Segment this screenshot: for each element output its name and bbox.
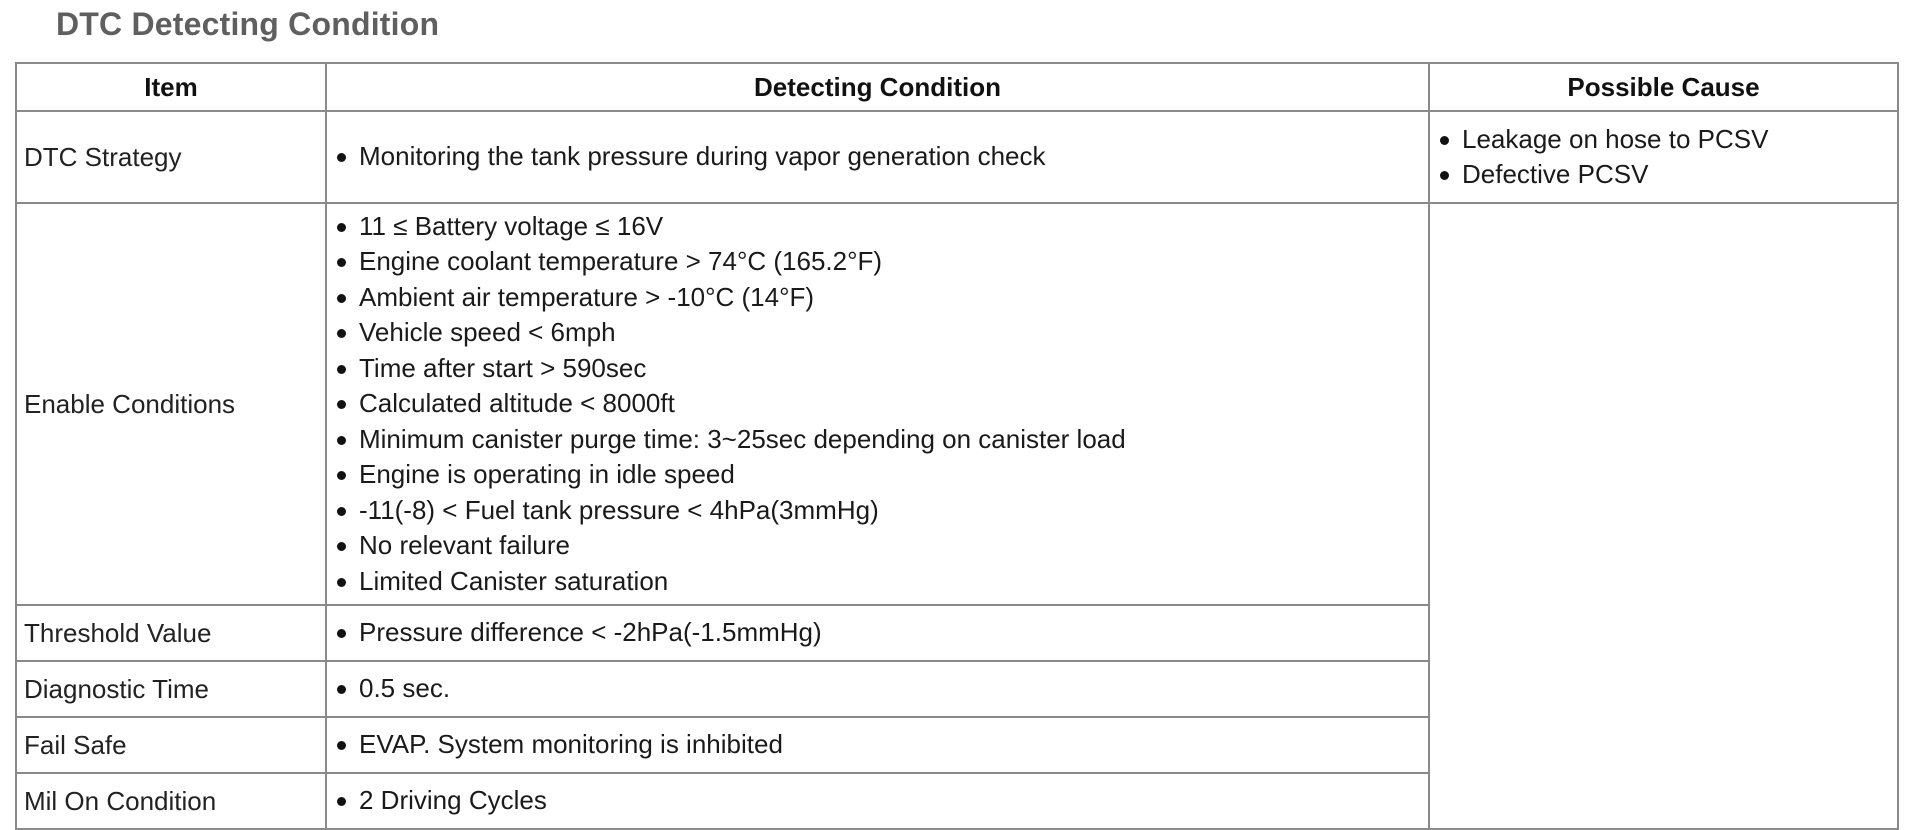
condition-item: Engine is operating in idle speed (335, 457, 1428, 493)
condition-item: EVAP. System monitoring is inhibited (335, 727, 1428, 763)
condition-item: Ambient air temperature > -10°C (14°F) (335, 280, 1428, 316)
condition-cell (326, 717, 1429, 773)
item-label: Fail Safe (16, 717, 326, 773)
possible-cause-item: Defective PCSV (1438, 157, 1897, 193)
condition-item: Limited Canister saturation (335, 564, 1428, 600)
condition-item: -11(-8) < Fuel tank pressure < 4hPa(3mmHg) (335, 493, 1428, 529)
condition-item: Time after start > 590sec (335, 351, 1428, 387)
condition-item: Engine coolant temperature > 74°C (165.2°F) (335, 244, 1428, 280)
item-label: Threshold Value (16, 605, 326, 661)
condition-cell (326, 661, 1429, 717)
condition-cell (326, 111, 1429, 203)
condition-cell (326, 773, 1429, 829)
header-detecting-condition: Detecting Condition (326, 63, 1429, 111)
condition-list (335, 727, 1428, 763)
possible-cause-list (1438, 122, 1897, 193)
header-possible-cause: Possible Cause (1429, 63, 1898, 111)
possible-cause-empty-cell (1429, 203, 1898, 829)
condition-item: No relevant failure (335, 528, 1428, 564)
condition-list (335, 139, 1428, 175)
condition-item: 11 ≤ Battery voltage ≤ 16V (335, 209, 1428, 245)
dtc-condition-table (15, 62, 1899, 830)
item-label: DTC Strategy (16, 111, 326, 203)
condition-item: 2 Driving Cycles (335, 783, 1428, 819)
header-item: Item (16, 63, 326, 111)
page-title: DTC Detecting Condition (56, 6, 440, 42)
condition-item: 0.5 sec. (335, 671, 1428, 707)
possible-cause-item: Leakage on hose to PCSV (1438, 122, 1897, 158)
condition-item: Pressure difference < -2hPa(-1.5mmHg) (335, 615, 1428, 651)
table-row-enable-conditions (16, 203, 1898, 605)
condition-list (335, 671, 1428, 707)
condition-list (335, 209, 1428, 600)
condition-item: Vehicle speed < 6mph (335, 315, 1428, 351)
item-label: Enable Conditions (16, 203, 326, 605)
condition-list (335, 615, 1428, 651)
condition-item: Monitoring the tank pressure during vapor generation check (335, 139, 1428, 175)
table-row-dtc-strategy (16, 111, 1898, 203)
possible-cause-cell (1429, 111, 1898, 203)
condition-list (335, 783, 1428, 819)
condition-cell (326, 203, 1429, 605)
table-header-row (16, 63, 1898, 111)
item-label: Mil On Condition (16, 773, 326, 829)
condition-item: Calculated altitude < 8000ft (335, 386, 1428, 422)
condition-cell (326, 605, 1429, 661)
item-label: Diagnostic Time (16, 661, 326, 717)
condition-item: Minimum canister purge time: 3~25sec depending on canister load (335, 422, 1428, 458)
